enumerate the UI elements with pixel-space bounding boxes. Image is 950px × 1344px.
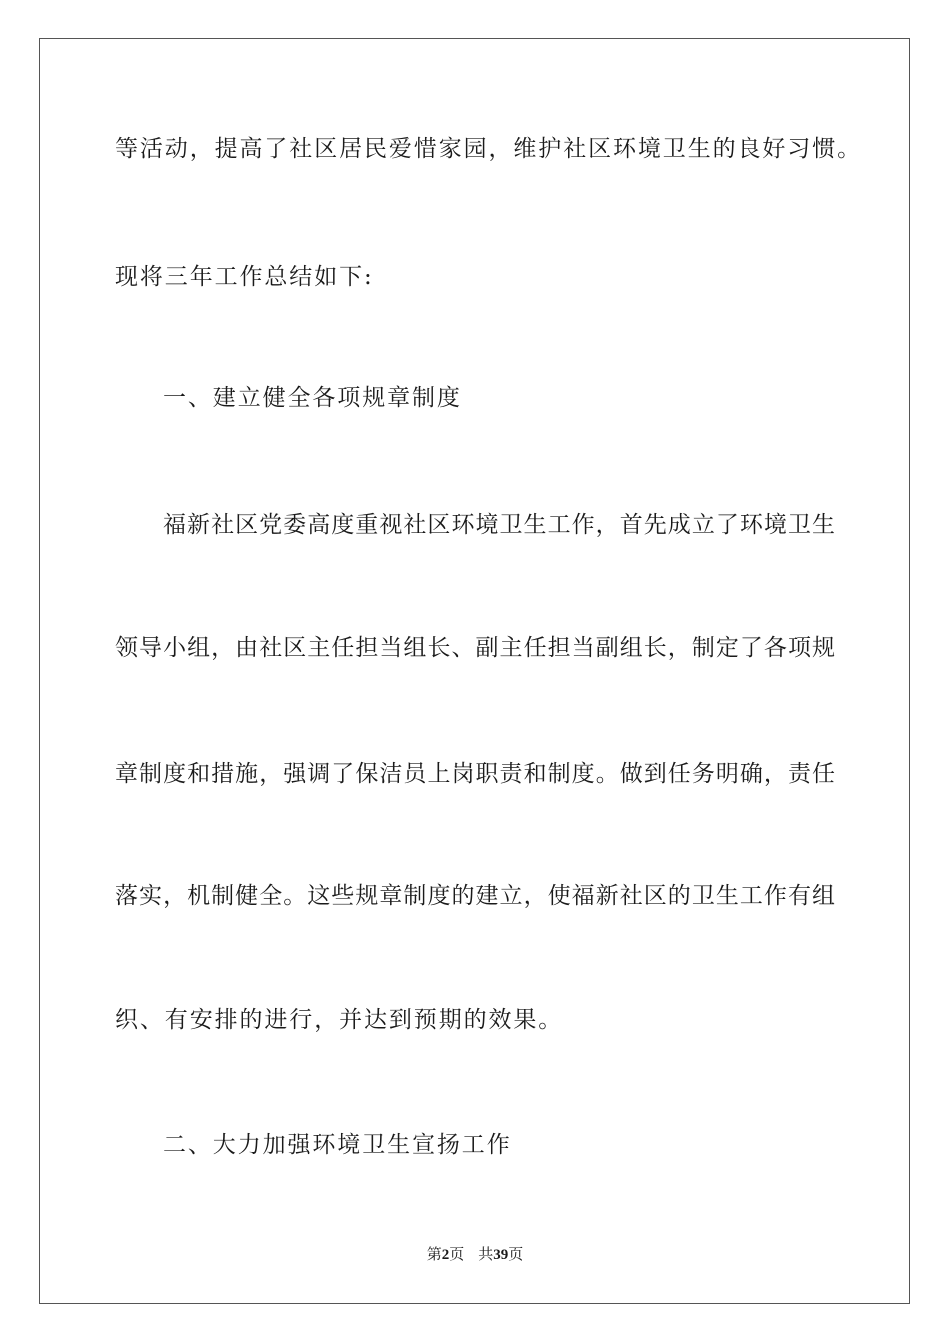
section-heading-1: 一、建立健全各项规章制度 <box>163 385 462 411</box>
body-line-7: 落实，机制健全。这些规章制度的建立，使福新社区的卫生工作有组 <box>115 883 835 909</box>
section-heading-2: 二、大力加强环境卫生宣扬工作 <box>163 1132 512 1158</box>
body-line-8: 织、有安排的进行，并达到预期的效果。 <box>115 1007 564 1033</box>
footer-page-prefix: 第 <box>426 1247 442 1263</box>
body-line-6: 章制度和措施，强调了保洁员上岗职责和制度。做到任务明确，责任 <box>115 761 835 787</box>
page-frame <box>39 38 910 1304</box>
body-line-1: 等活动，提高了社区居民爱惜家园，维护社区环境卫生的良好习惯。 <box>115 136 862 162</box>
page-footer <box>0 1245 950 1265</box>
footer-total-pages: 39 <box>493 1247 509 1263</box>
footer-total-suffix: 页 <box>508 1247 524 1263</box>
body-line-2: 现将三年工作总结如下: <box>115 264 374 290</box>
footer-page-suffix: 页 <box>449 1247 465 1263</box>
footer-total-prefix: 共 <box>478 1247 494 1263</box>
body-line-5: 领导小组，由社区主任担当组长、副主任担当副组长，制定了各项规 <box>115 635 835 661</box>
footer-page-number: 2 <box>441 1247 450 1263</box>
body-line-4: 福新社区党委高度重视社区环境卫生工作，首先成立了环境卫生 <box>163 512 835 538</box>
